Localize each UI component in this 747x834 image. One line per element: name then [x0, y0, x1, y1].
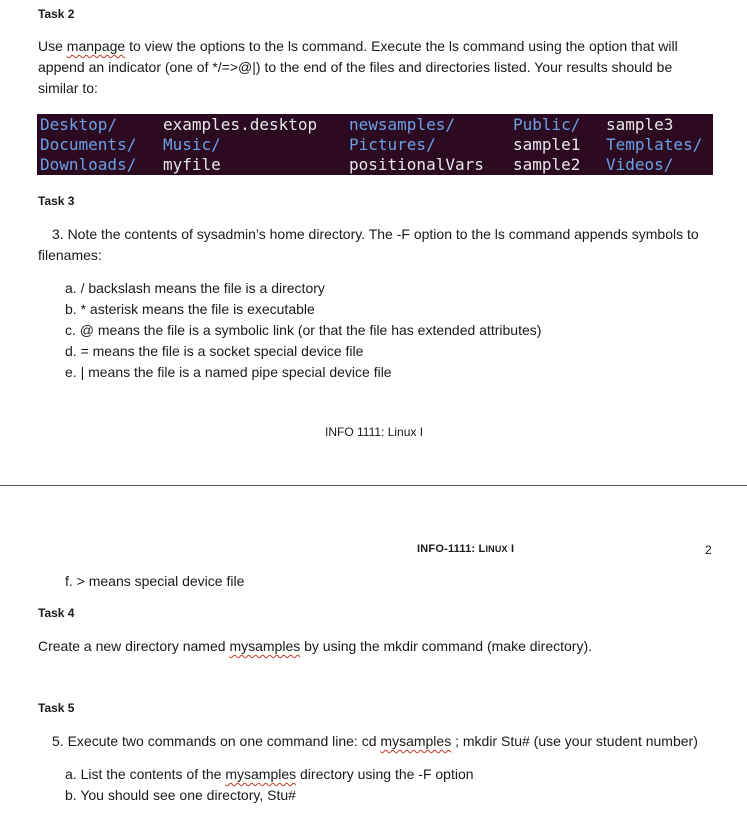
- terminal-entry: Videos/: [606, 155, 674, 174]
- page-divider: [0, 485, 747, 486]
- list-item: d. = means the file is a socket special device file: [65, 343, 364, 359]
- text-run: to view the options to the ls command. Execute the ls command using the option that will: [125, 38, 678, 54]
- text-run: a. List the contents of the: [65, 766, 226, 782]
- list-item: f. > means special device file: [65, 573, 245, 589]
- task3-paragraph-line2: filenames:: [38, 247, 102, 263]
- text-run: by using the mkdir command (make directory).: [300, 638, 592, 654]
- misspelled-word: mysamples: [225, 766, 297, 782]
- page-header: [417, 543, 514, 555]
- text-run: 5. Execute two commands on one command line: cd: [52, 733, 381, 749]
- list-item: e. | means the file is a named pipe special device file: [65, 364, 392, 380]
- task4-heading: Task 4: [38, 606, 75, 620]
- misspelled-word: mysamples: [380, 733, 452, 749]
- text-run: INFO-1111: L: [417, 543, 486, 555]
- list-item: b. You should see one directory, Stu#: [65, 787, 296, 803]
- misspelled-word: manpage: [66, 38, 126, 54]
- text-run: Use: [38, 38, 67, 54]
- terminal-entry: Documents/: [40, 135, 137, 154]
- task2-heading: Task 2: [38, 7, 75, 21]
- text-run: I: [507, 543, 515, 555]
- text-run: Create a new directory named: [38, 638, 230, 654]
- task2-paragraph-line2: append an indicator (one of */=>@|) to the end of the files and directories listed. Your results should be: [38, 59, 673, 75]
- text-run: ; mkdir Stu# (use your student number): [451, 733, 698, 749]
- task2-paragraph-line3: similar to:: [38, 80, 98, 96]
- text-run: INUX: [485, 544, 508, 554]
- terminal-entry: newsamples/: [349, 115, 455, 134]
- task5-heading: Task 5: [38, 701, 75, 715]
- task5-paragraph: [52, 731, 698, 752]
- page-footer: INFO 1111: Linux I: [325, 425, 424, 439]
- terminal-entry: positionalVars: [349, 155, 484, 174]
- list-item: c. @ means the file is a symbolic link (or that the file has extended attributes): [65, 322, 542, 338]
- terminal-entry: Templates/: [606, 135, 703, 154]
- terminal-entry: Pictures/: [349, 135, 436, 154]
- terminal-entry: sample3: [606, 115, 674, 134]
- terminal-entry: Desktop/: [40, 115, 118, 134]
- list-item: b. * asterisk means the file is executable: [65, 301, 315, 317]
- terminal-entry: sample1: [513, 135, 581, 154]
- list-item: a. / backslash means the file is a directory: [65, 280, 325, 296]
- terminal-entry: myfile: [163, 155, 221, 174]
- task3-paragraph-line1: 3. Note the contents of sysadmin’s home directory. The -F option to the ls command appends symbols to: [52, 226, 699, 242]
- terminal-output: [37, 114, 713, 175]
- terminal-entry: Public/: [513, 115, 581, 134]
- terminal-entry: examples.desktop: [163, 115, 318, 134]
- terminal-entry: Music/: [163, 135, 221, 154]
- task2-paragraph-line1: [38, 36, 678, 57]
- task3-heading: Task 3: [38, 194, 75, 208]
- terminal-entry: Downloads/: [40, 155, 137, 174]
- terminal-entry: sample2: [513, 155, 581, 174]
- task4-paragraph: [38, 636, 592, 657]
- page-number: 2: [705, 543, 712, 557]
- text-run: directory using the -F option: [296, 766, 474, 782]
- list-item: [65, 764, 474, 785]
- misspelled-word: mysamples: [229, 638, 301, 654]
